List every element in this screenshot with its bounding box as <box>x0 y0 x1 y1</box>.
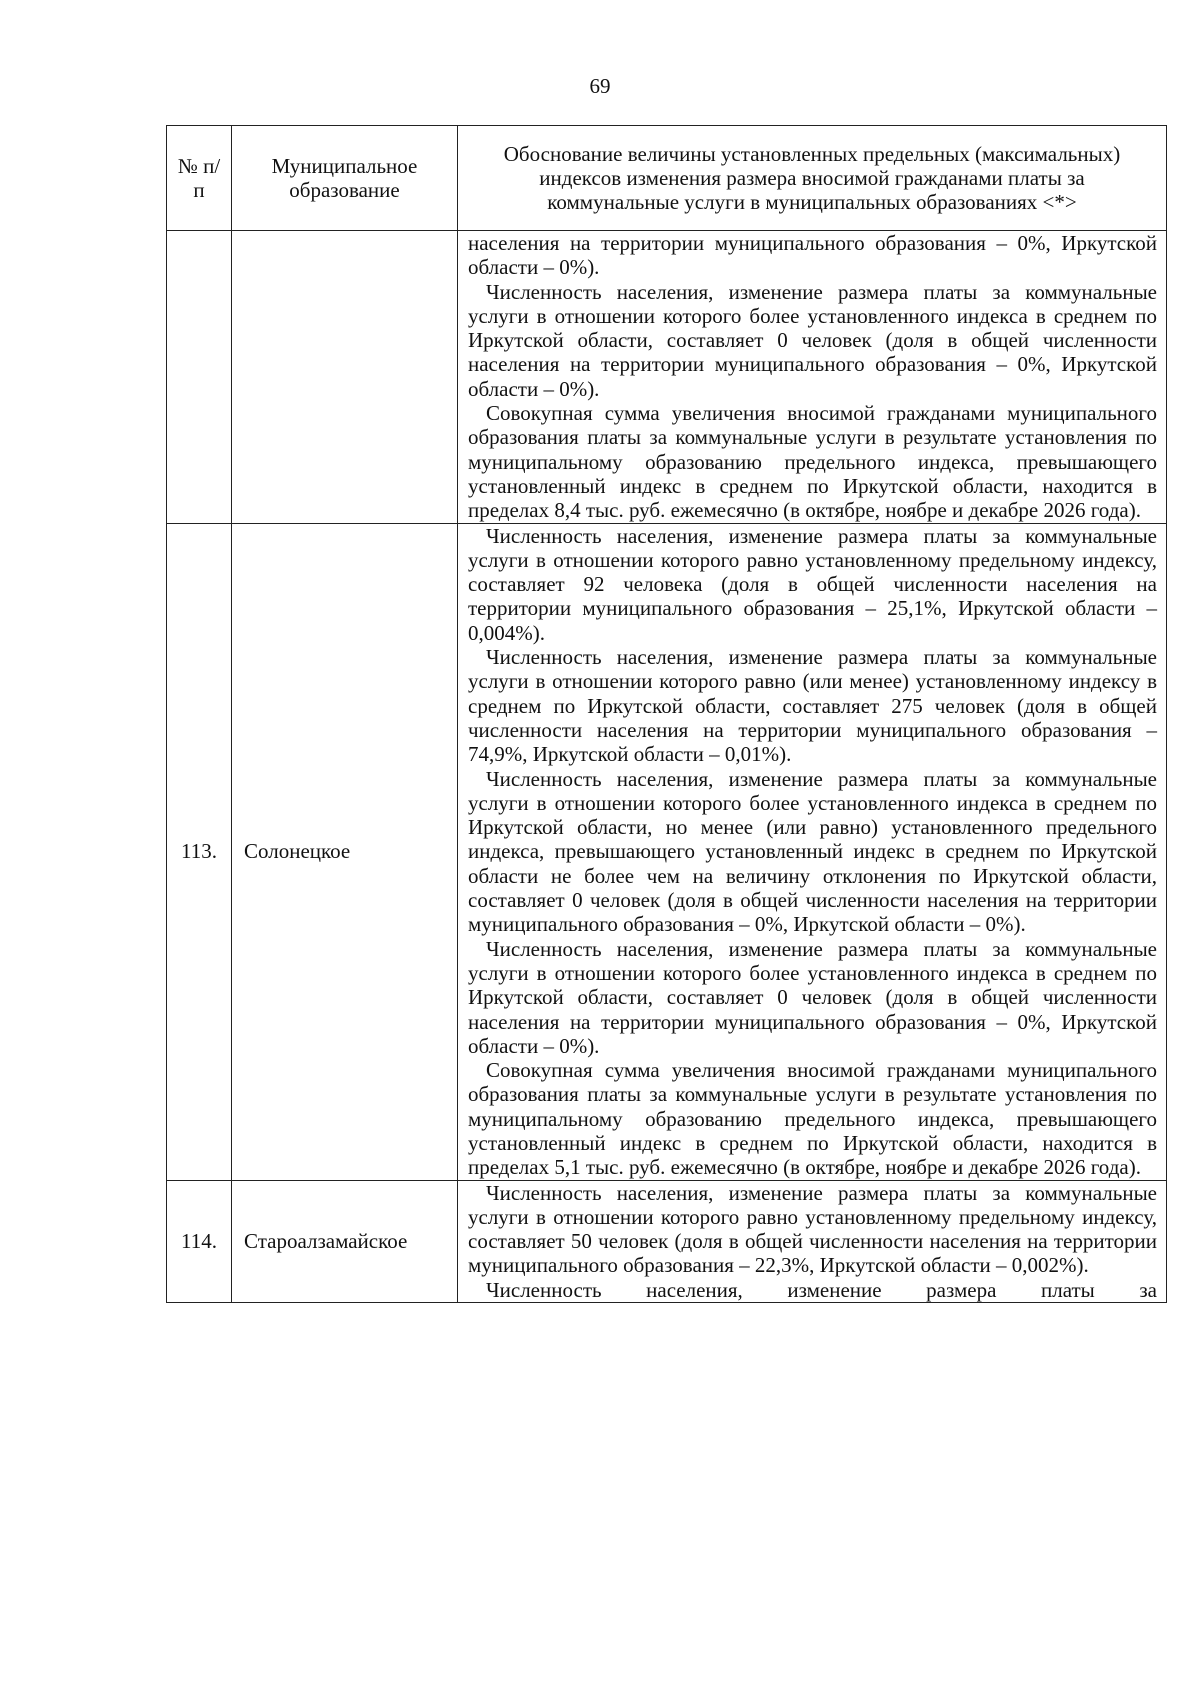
row-municipality-cell <box>232 231 458 524</box>
justification-paragraph: Численность населения, изменение размера платы за коммунальные услуги в отношении которого более установленного индекса в среднем по Иркутской области, составляет 0 человек (доля в общей численности населения на территории муниципального образования – 0%, Иркутской области – 0%). <box>468 936 1157 1058</box>
header-num <box>167 126 232 231</box>
header-num-label: № п/п <box>177 154 221 202</box>
row-justification-cell <box>458 231 1167 524</box>
row-municipality-cell: Староалзамайское <box>232 1180 458 1302</box>
table-row <box>167 1180 1167 1302</box>
row-justification-cell <box>458 523 1167 1180</box>
justification-table <box>166 125 1167 1303</box>
table-row <box>167 231 1167 524</box>
justification-paragraph: Совокупная сумма увеличения вносимой гражданами муниципального образования платы за коммунальные услуги в результате установления по муниципальному образованию предельного индекса, превышающего установленный индекс в среднем по Иркутской области, находится в пределах 8,4 тыс. руб. ежемесячно (в октябре, ноябре и декабре 2026 года). <box>468 401 1157 523</box>
row-num-cell: 114. <box>167 1180 232 1302</box>
table-header-row <box>167 126 1167 231</box>
justification-paragraph: Численность населения, изменение размера платы за коммунальные услуги в отношении которого более установленного индекса в среднем по Иркутской области, составляет 0 человек (доля в общей численности населения на территории муниципального образования – 0%, Иркутской области – 0%). <box>468 279 1157 401</box>
row-justification-cell <box>458 1180 1167 1302</box>
justification-paragraph: населения на территории муниципального образования – 0%, Иркутской области – 0%). <box>468 231 1157 280</box>
justification-paragraph: Численность населения, изменение размера платы за коммунальные услуги в отношении которого равно (или менее) установленному индексу в среднем по Иркутской области, составляет 275 человек (доля в общей численности населения на территории муниципального образования – 74,9%, Иркутской области – 0,01%). <box>468 645 1157 767</box>
justification-paragraph: Совокупная сумма увеличения вносимой гражданами муниципального образования платы за коммунальные услуги в результате установления по муниципальному образованию предельного индекса, превышающего установленный индекс в среднем по Иркутской области, находится в пределах 5,1 тыс. руб. ежемесячно (в октябре, ноябре и декабре 2026 года). <box>468 1058 1157 1180</box>
header-justification <box>458 126 1167 231</box>
header-justification-label: Обоснование величины установленных предельных (максимальных) индексов изменения размера вносимой гражданами платы за коммунальные услуги в муниципальных образованиях <*> <box>503 142 1121 214</box>
justification-paragraph: Численность населения, изменение размера платы за коммунальные услуги в отношении которого равно установленному предельному индексу, составляет 50 человек (доля в общей численности населения на территории муниципального образования – 22,3%, Иркутской области – 0,002%). <box>468 1180 1157 1278</box>
row-num-cell: 113. <box>167 523 232 1180</box>
justification-paragraph: Численность населения, изменение размера платы за <box>486 1277 1157 1302</box>
header-municipality <box>232 126 458 231</box>
table-row <box>167 523 1167 1180</box>
justification-paragraph: Численность населения, изменение размера платы за коммунальные услуги в отношении которого более установленного индекса в среднем по Иркутской области, но менее (или равно) установленного предельного индекса, превышающего установленный индекс в среднем по Иркутской области не более чем на величину отклонения по Иркутской области, составляет 0 человек (доля в общей численности населения на территории муниципального образования – 0%, Иркутской области – 0%). <box>468 766 1157 937</box>
justification-paragraph: Численность населения, изменение размера платы за коммунальные услуги в отношении которого равно установленному предельному индексу, составляет 92 человека (доля в общей численности населения на территории муниципального образования – 25,1%, Иркутской области – 0,004%). <box>468 523 1157 645</box>
header-municipality-label: Муниципальное образование <box>271 154 418 202</box>
row-num-cell <box>167 231 232 524</box>
page-number: 69 <box>589 74 611 98</box>
row-municipality-cell: Солонецкое <box>232 523 458 1180</box>
